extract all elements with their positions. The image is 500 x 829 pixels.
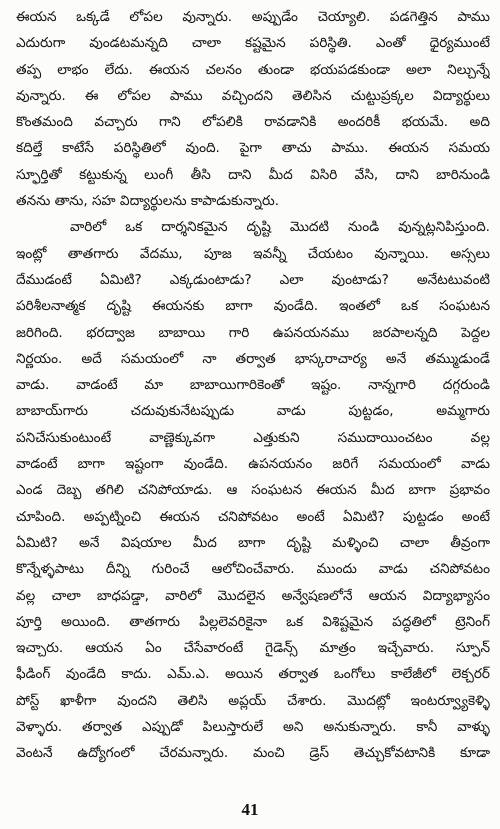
page-number: 41 [241,800,259,819]
text-line: ఫీడింగ్ వుండేది కాదు. ఎమ్.ఎ. అయిన తర్వాత ఒంగోలు కాలేజీలో లెక్చరర్ [16,666,490,683]
text-line: నిర్ణయం. అదే సమయంలో నా తర్వాత భాస్కరాచార్య అనే తమ్ముడుండే [16,350,490,367]
text-line: వాడు. వాడంటే మా బాబాయిగారికెంతో ఇష్టం. నాన్నగారి దగ్గరుండి [16,377,490,394]
body-text [16,4,490,767]
text-line: వెంటనే ఉద్యోగంలో చేరమన్నారు. మంచి డ్రెస్ తెచ్చుకోవటానికి కూడా [16,745,490,762]
text-line: ఎదురుగా వుండటమన్నది చాలా కష్టమైన పరిస్థితి. ఎంతో ధైర్యముంటే [16,35,490,52]
paragraph-end-line: తనను తాను, సహ విద్యార్థులను కాపాడుకున్నారు. [16,193,280,210]
text-line: దేముడంటే ఏమిటి? ఎక్కడుంటాడు? ఎలా వుంటాడు? అనేటటువంటి [16,271,490,288]
text-line: ఇంట్లో తాతగారు వేదము, పూజ ఇవన్నీ చేయటం వున్నాయి. అస్సలు [16,245,490,262]
text-line: కొంతమంది వచ్చారు గాని లోపలికి రావడానికి అందరికీ భయమే. అది [16,114,490,131]
text-line: వెళ్ళారు. తర్వాత ఎప్పుడో పిలుస్తారులే అని అనుకున్నారు. కానీ వాళ్ళు [16,719,490,736]
text-line: బాబాయ్‌గారు చదువుకునేటప్పుడు వాడు పుట్టడం, అమ్మగారు [16,403,490,420]
text-line: ఎండ దెబ్బ తగిలి చనిపోయాడు. ఆ సంఘటన ఈయన మీద బాగా ప్రభావం [16,482,490,499]
text-line: ఈయన ఒక్కడే లోపల వున్నారు. అప్పుడేం చెయ్యాలి. పడగెత్తిన పాము [16,9,490,25]
text-line: పరిశీలనాత్మక దృష్టి ఈయనకు బాగా వుండేది. ఇంతలో ఒక సంఘటన [16,298,490,315]
text-line: ఇచ్చారు. ఆయన ఏం చేసేవారంటే గైడెన్స్ మాత్రం ఇచ్చేవారు. స్పూన్ [16,640,490,657]
text-line: పోస్ట్ ఖాళీగా వుందని తెలిసి అప్లయ్ చేశారు. మొదట్లో ఇంటర్వ్యూకెళ్ళి [16,692,490,709]
text-line: వాడంటే బాగా ఇష్టంగా వుండేది. ఉపనయనం జరిగే సమయంలో వాడు [16,456,490,473]
text-line: వల్ల చాలా బాధపడ్డా, వారిలో మొదలైన అన్వేషణలోనే ఆయన విద్యాభ్యాసం [16,587,490,604]
paragraph-first-line: వారిలో ఒక దార్శనికమైన దృష్టి మొదటి నుండి వున్నట్లనిపిస్తుంది. [70,219,490,236]
text-line: చూపింది. అప్పట్నించి ఈయన చనిపోవటం అంటే ఏమిటి? పుట్టడం అంటే [16,508,490,525]
text-line: జరిగింది. భరద్వాజ బాబాయి గారి ఉపనయనము జరపాలన్నది పెద్దల [16,324,490,341]
text-line: స్ఫూర్తితో కట్టుకున్న లుంగీ తీసి దాని మీద విసిరి వేసి, దాని బారినుండి [16,166,490,183]
text-line: కొన్నేళ్ళపాటు దీన్ని గురించే ఆలోచించేవారు. ముందు వాడు చనిపోవటం [16,561,490,578]
text-line: పూర్తి అయింది. తాతగారు పిల్లలెవరికైనా ఒక విశిష్టమైన పద్ధతిలో ట్రెనింగ్ [16,613,490,630]
text-line: ఏమిటి? అనే విషయాల మీద బాగా దృష్టి మళ్ళించి చాలా తీవ్రంగా [16,534,490,551]
text-line: పనిచేసుకుంటుంటే వాణ్ణెక్కువగా ఎత్తుకుని సముదాయించటం వల్ల [16,429,490,446]
text-line: తప్ప లాభం లేదు. ఈయన చలనం తుండా భయపడకుండా అలా నిల్చున్నే [16,61,490,78]
text-line: కదిల్తే కాటేసే పరిస్థితిలో వుంది. పైగా తాచు పాము. ఈయన సమయ [16,140,490,157]
text-line: వున్నారు. ఈ లోపల పాము వచ్చిందని తెలిసిన చుట్టుప్రక్కల విద్యార్థులు [16,87,490,104]
